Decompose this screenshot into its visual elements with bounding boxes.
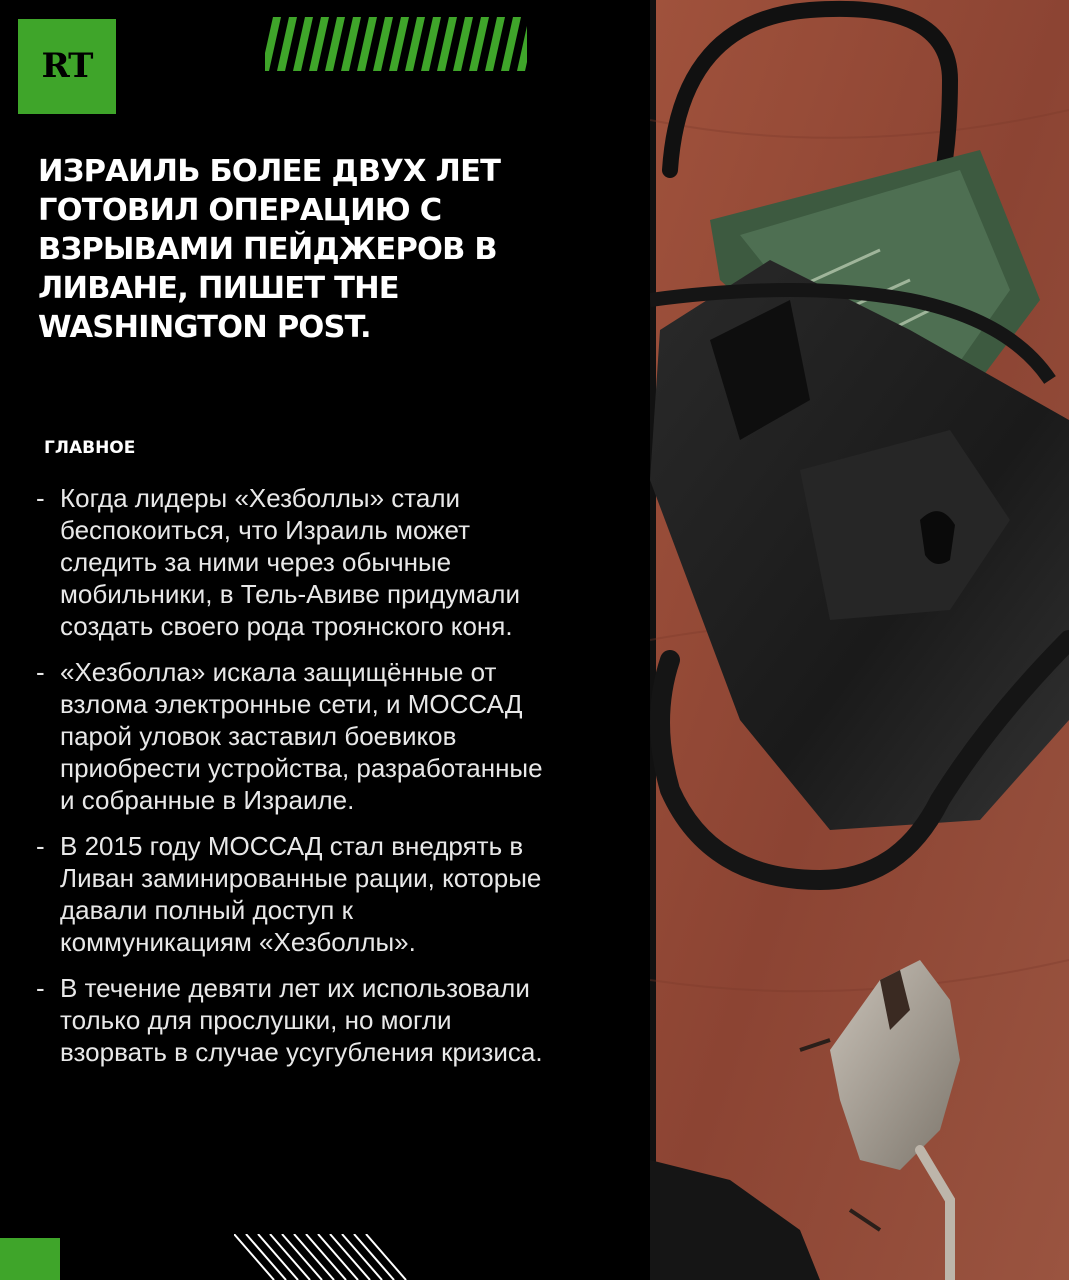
bullet-text: «Хезболла» искала защищённые от взлома электронные сети, и МОССАД парой уловок заставил боевиков приобрести устройства, разработанные и собранные в Израиле. (60, 657, 543, 815)
rt-logo (18, 19, 116, 114)
bullet-marker: - (36, 657, 45, 687)
pager-debris-photo (650, 0, 1069, 1280)
bullet-marker: - (36, 831, 45, 861)
section-label: ГЛАВНОЕ (44, 438, 136, 458)
bullet-item (36, 482, 596, 642)
bullet-list (36, 482, 596, 1082)
bullet-item (36, 656, 596, 816)
bullet-text: В течение девяти лет их использовали только для прослушки, но могли взорвать в случае усугубления кризиса. (60, 973, 543, 1067)
rt-logo-text: RT (41, 46, 93, 86)
decorative-stripes-top (265, 17, 527, 71)
decorative-stripes-bottom (234, 1234, 410, 1280)
headline: ИЗРАИЛЬ БОЛЕЕ ДВУХ ЛЕТ ГОТОВИЛ ОПЕРАЦИЮ С ВЗРЫВАМИ ПЕЙДЖЕРОВ В ЛИВАНЕ, ПИШЕТ THE WASHINGTON POST. (38, 154, 501, 345)
bullet-text: В 2015 году МОССАД стал внедрять в Ливан заминированные рации, которые давали полный доступ к коммуникациям «Хезболлы». (60, 831, 542, 957)
green-corner-block (0, 1238, 60, 1280)
bullet-item (36, 830, 596, 958)
bullet-item (36, 972, 596, 1068)
bullet-marker: - (36, 973, 45, 1003)
bullet-marker: - (36, 483, 45, 513)
bullet-text: Когда лидеры «Хезболлы» стали беспокоиться, что Израиль может следить за ними через обычные мобильники, в Тель-Авиве придумали создать своего рода троянского коня. (60, 483, 520, 641)
